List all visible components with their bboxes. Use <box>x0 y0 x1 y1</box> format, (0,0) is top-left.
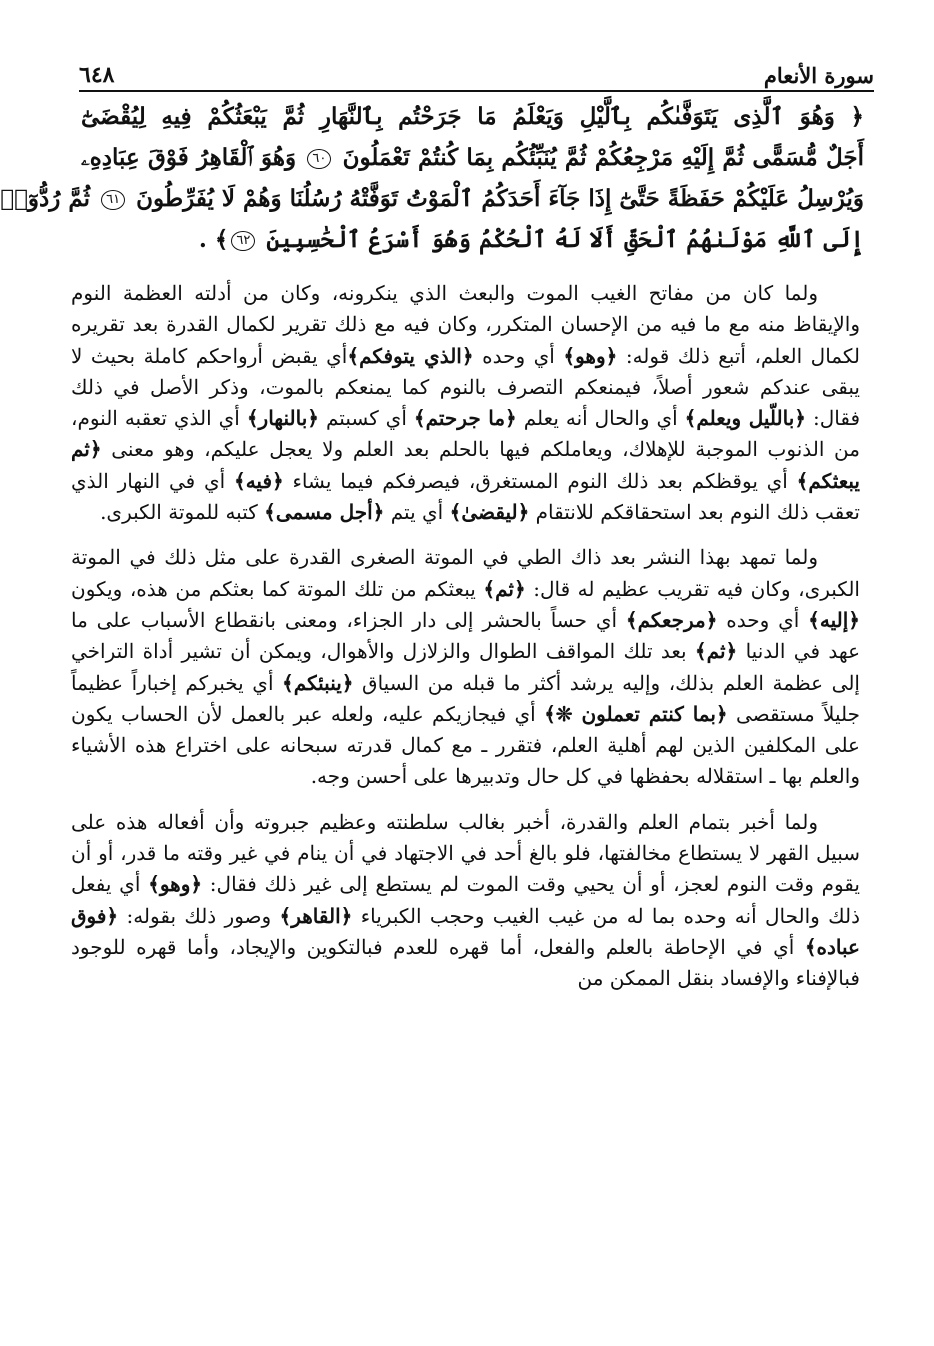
commentary-text: أي الذي تعقبه النوم، من الذنوب الموجبة للإهلاك، ويعاملكم فيها بالحلم بعد العلم ولا يعجل عليكم، وهو معنى <box>71 406 860 462</box>
commentary-text: أي يفعل ذلك والحال أنه وحده بما له من غيب الغيب وحجب الكبرياء <box>71 872 860 928</box>
quran-quote: ﴿ما جرحتم﴾ <box>413 406 517 431</box>
paragraph <box>71 278 860 528</box>
header-divider <box>79 90 874 92</box>
quran-quote: ﴿ليقضىٰ﴾ <box>449 500 530 525</box>
commentary-text: أي فيجازيكم عليه، ولعله عبر بالعمل لأن الحساب يكون على المكلفين الذين لهم أهلية العلم، فتقرر ـ مع كمال قدرته سبحانه على اختراع هذه الأشياء والعلم بها ـ استقلاله بحفظها في كل حال وتدبيرها على أحسن وجه. <box>71 701 860 789</box>
ayah-number-marker: ٦٢ <box>231 231 255 251</box>
ayah-number-marker: ٦١ <box>101 190 125 210</box>
commentary-text: كتبه للموتة الكبرى. <box>100 500 265 525</box>
page-header <box>79 52 874 88</box>
ayah-number-marker: ٦٠ <box>307 149 331 169</box>
quran-quote: ﴿مرجعكم﴾ <box>625 607 718 632</box>
commentary-text: يبعثكم من تلك الموتة كما بعثكم من هذه، ويكون <box>71 576 484 601</box>
verse-line: وَيُرْسِلُ عَلَيْكُمْ حَفَظَةً حَتَّىٰٓ إِذَا جَآءَ أَحَدَكُمُ ٱلْمَوْتُ تَوَفَّتْهُ رُسُلُنَا وَهُمْ لَا يُفَرِّطُونَ ٦١ ثُمَّ رُدُّوٓا۟ <box>0 185 864 212</box>
quran-quote: ﴿ينبئكم﴾ <box>282 670 354 695</box>
commentary-text: أي حساً بالحشر إلى دار الجزاء، ومعنى بانقطاع الأسباب على ما عهد في الدنيا <box>71 607 860 664</box>
quran-quote: ﴿وهو﴾ <box>563 343 618 368</box>
commentary-text: أي في النهار الذي تعقب ذلك النوم بعد استحقاقكم للانتقام <box>71 468 860 525</box>
quran-quote: ﴿ثم يبعثكم﴾ <box>71 437 860 493</box>
quran-quote: ﴿فوق عباده﴾ <box>71 903 860 959</box>
quran-quote: ﴿فيه﴾ <box>233 468 284 493</box>
commentary-text: ولما تمهد بهذا النشر بعد ذاك الطي في الموتة الصغرى القدرة على مثل ذلك في الموتة الكبرى، وكان فيه تقريب عظيم له قال: <box>71 545 860 601</box>
quran-quote: ﴿الذي يتوفكم﴾ <box>347 343 474 368</box>
verse-line: ﴿ وَهُوَ ٱلَّذِى يَتَوَفَّىٰكُم بِٱلَّيْلِ وَيَعْلَمُ مَا جَرَحْتُم بِٱلنَّهَارِ ثُمَّ يَبْعَثُكُمْ فِيهِ لِيُقْضَىٰٓ <box>81 103 864 130</box>
quran-quote: ﴿وهو﴾ <box>148 872 203 897</box>
surah-title: سورة الأنعام <box>763 63 874 88</box>
commentary-text: أي يوقظكم بعد ذلك النوم المستغرق، فيصرفكم فيما يشاء <box>283 468 797 493</box>
commentary-text: أي يتم <box>384 500 450 525</box>
commentary-text: ولما كان من مفاتح الغيب الموت والبعث الذي ينكرونه، وكان من أدلته العظمة النوم والإيقاظ منه مع ما فيه من الإحسان المتكرر، وكان فيه مع ذلك تقرير لكمال القدرة بعد تقريره لكمال العلم، أتبع ذلك قوله: <box>71 281 861 368</box>
commentary-text: أي وحده <box>473 343 564 368</box>
commentary-text: أي والحال أنه يعلم <box>516 406 685 431</box>
quran-quote: ﴿بما كنتم تعملون ❊﴾ <box>544 701 728 726</box>
commentary-text: أي وحده <box>717 607 809 632</box>
quran-quote: ﴿بالنهار﴾ <box>246 406 320 431</box>
quran-quote: ﴿ثم﴾ <box>483 576 526 601</box>
paragraph <box>71 807 860 995</box>
paragraph <box>71 542 860 792</box>
quran-quote: ﴿باللّيل ويعلم﴾ <box>684 406 807 431</box>
commentary-text: أي كسبتم <box>319 406 414 431</box>
quran-verses <box>0 96 864 260</box>
quran-quote: ﴿القاهر﴾ <box>279 903 353 928</box>
verse-line: أَجَلٌ مُّسَمًّى ثُمَّ إِلَيْهِ مَرْجِعُكُمْ ثُمَّ يُنَبِّئُكُم بِمَا كُنتُمْ تَعْمَلُونَ ٦٠ وَهُوَ ٱلْقَاهِرُ فَوْقَ عِبَادِهِۦ <box>81 144 864 171</box>
page-number: ٦٤٨ <box>79 62 115 88</box>
quran-quote: ﴿ثم﴾ <box>694 639 738 664</box>
commentary-text: وصور ذلك بقوله: <box>118 903 280 928</box>
commentary-body <box>71 278 860 1009</box>
quran-quote: ﴿أجل مسمى﴾ <box>264 500 385 525</box>
commentary-text: أي يخبركم إخباراً عظيماً جليلاً مستقصى <box>71 670 860 726</box>
commentary-text: ولما أخبر بتمام العلم والقدرة، أخبر بغالب سلطنته وعظيم جبروته وأن أفعاله هذه على سبيل القهر لا يستطاع مخالفتها، فلو بالغ أحد في الاجتهاد في أن ينام في غير وقته ما قدر، أو أن يقوم وقت النوم لعجز، أو أن يحيي وقت الموت لم يستطع إلى غير ذلك فقال: <box>71 809 860 897</box>
commentary-text: أي يقبض أرواحكم كاملة بحيث لا يبقى عندكم شعور أصلاً، فيمنعكم التصرف بالنوم كما يمنعكم بالموت، وذكر الأصل في ذلك فقال: <box>71 343 861 431</box>
verse-line: إِلَى ٱللَّهِ مَوْلَىٰهُمُ ٱلْحَقِّ أَلَا لَهُ ٱلْحُكْمُ وَهُوَ أَسْرَعُ ٱلْحَٰسِبِينَ ٦٢﴾ . <box>198 226 864 253</box>
commentary-text: بعد تلك المواقف الطوال والزلازل والأهوال، ويمكن أن تشير أداة التراخي إلى عظمة العلم بذلك، وإليه يرشد أكثر ما قبله من السياق <box>71 639 860 695</box>
quran-quote: ﴿إليه﴾ <box>808 607 861 632</box>
commentary-text: أي في الإحاطة بالعلم والفعل، أما قهره للعدم فبالتكوين والإيجاد، وأما قهره للوجود فبالإفناء والإفساد بنقل الممكن من <box>71 934 860 991</box>
